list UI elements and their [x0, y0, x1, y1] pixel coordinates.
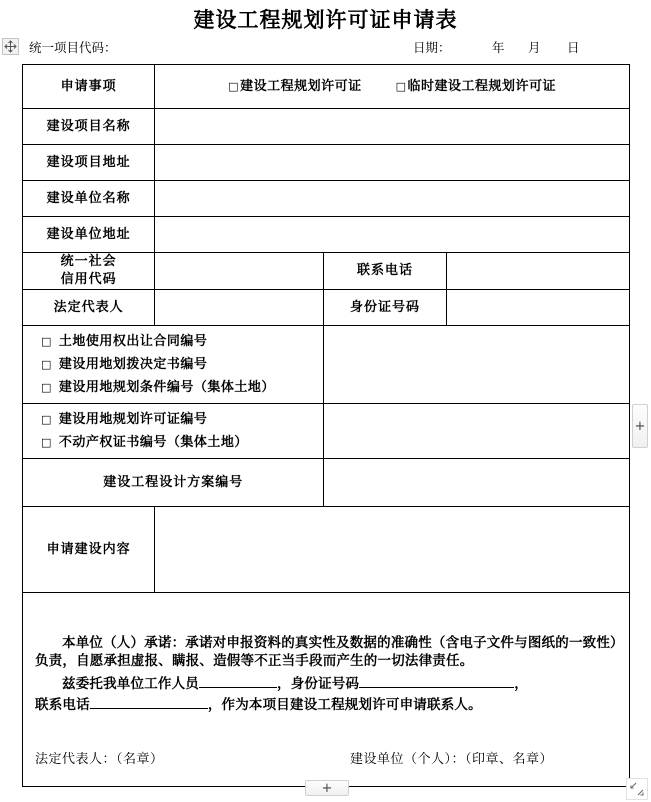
table-row-apply-item [23, 65, 630, 109]
credit-code-label-line2: 信用代码 [60, 272, 117, 287]
table-row-construction-content [23, 507, 630, 593]
land-doc-option-2-label: 建设用地划拨决定书编号 [58, 357, 208, 372]
permit-doc-option-2-label: 不动产权证书编号（集体土地） [58, 435, 248, 450]
month-label: 月 [528, 40, 541, 55]
table-row-credit-code [23, 253, 630, 290]
land-doc-option-1[interactable] [41, 330, 319, 353]
unit-name-value[interactable] [155, 181, 630, 217]
design-scheme-value[interactable] [324, 459, 630, 507]
table-row-permit-docs [23, 404, 630, 459]
permit-doc-option-2[interactable] [41, 431, 319, 454]
legal-rep-signature-label: 法定代表人：（名章） [35, 751, 164, 767]
commitment-paragraph-2 [35, 672, 617, 693]
commitment-paragraph-3 [35, 693, 617, 714]
land-docs-checklist[interactable] [23, 326, 324, 404]
apply-option-permanent-label: 建设工程规划许可证 [240, 78, 362, 94]
legal-rep-label: 法定代表人 [23, 290, 155, 326]
construction-content-label: 申请建设内容 [23, 507, 155, 593]
checkbox-icon[interactable]: □ [395, 79, 407, 93]
land-docs-value[interactable] [324, 326, 630, 404]
table-row-project-name [23, 109, 630, 145]
table-move-handle-icon[interactable] [2, 38, 19, 55]
day-label: 日 [567, 40, 580, 55]
land-doc-option-3-label: 建设用地规划条件编号（集体土地） [58, 380, 275, 395]
delegate-id-blank[interactable] [359, 672, 514, 688]
unit-name-label: 建设单位名称 [23, 181, 155, 217]
permit-docs-checklist[interactable] [23, 404, 324, 459]
credit-code-value[interactable] [155, 253, 324, 290]
project-address-label: 建设项目地址 [23, 145, 155, 181]
checkbox-icon[interactable]: □ [41, 335, 52, 348]
date-label: 日期： [413, 40, 451, 55]
delegate-text-part2: ，身份证号码 [277, 675, 360, 692]
unit-signature-label: 建设单位（个人）：（印章、名章） [350, 751, 554, 767]
delegate-text-part3: ， [514, 675, 528, 692]
credit-code-label-line1: 统一社会 [60, 254, 117, 269]
project-name-label: 建设项目名称 [23, 109, 155, 145]
year-label: 年 [492, 40, 505, 55]
apply-option-temporary[interactable] [396, 78, 556, 96]
land-doc-option-1-label: 土地使用权出让合同编号 [58, 334, 208, 349]
table-row-land-docs [23, 326, 630, 404]
checkbox-icon[interactable]: □ [41, 436, 52, 449]
apply-option-temporary-label: 临时建设工程规划许可证 [407, 78, 557, 94]
project-address-value[interactable] [155, 145, 630, 181]
commitment-paragraph-1: 本单位（人）承诺：承诺对申报资料的真实性及数据的准确性（含电子文件与图纸的一致性）负责，自愿承担虚报、瞒报、造假等不正当手段而产生的一切法律责任。 [35, 634, 617, 669]
design-scheme-label: 建设工程设计方案编号 [23, 459, 324, 507]
land-doc-option-2[interactable] [41, 353, 319, 376]
table-row-project-address [23, 145, 630, 181]
checkbox-icon[interactable]: □ [41, 413, 52, 426]
insert-row-button[interactable]: + [632, 404, 648, 448]
permit-doc-option-1[interactable] [41, 408, 319, 431]
form-header-line [22, 38, 630, 58]
credit-code-label [23, 253, 155, 290]
table-row-legal-rep [23, 290, 630, 326]
page-title: 建设工程规划许可证申请表 [193, 8, 458, 32]
table-row-design-scheme [23, 459, 630, 507]
delegate-text-part1: 兹委托我单位工作人员 [62, 675, 199, 692]
id-number-value[interactable] [446, 290, 629, 326]
checkbox-icon[interactable]: □ [41, 381, 52, 394]
table-row-unit-address [23, 217, 630, 253]
phone-label: 联系电话 [324, 253, 446, 290]
apply-option-permanent[interactable] [228, 78, 361, 96]
table-row-commitment [23, 593, 630, 787]
delegate-name-blank[interactable] [199, 672, 277, 688]
permit-doc-option-1-label: 建设用地规划许可证编号 [58, 412, 208, 427]
checkbox-icon[interactable]: □ [41, 358, 52, 371]
project-code-label: 统一项目代码： [29, 40, 117, 55]
table-resize-handle-icon[interactable] [626, 778, 648, 800]
table-row-unit-name [23, 181, 630, 217]
contact-phone-text-part1: 联系电话 [35, 696, 90, 713]
unit-address-label: 建设单位地址 [23, 217, 155, 253]
insert-column-button[interactable]: + [305, 780, 349, 796]
commitment-block [23, 593, 630, 787]
land-doc-option-3[interactable] [41, 376, 319, 399]
phone-value[interactable] [446, 253, 629, 290]
legal-rep-value[interactable] [155, 290, 324, 326]
apply-item-label: 申请事项 [23, 65, 155, 109]
apply-item-options-cell[interactable] [155, 65, 630, 109]
construction-content-value[interactable] [155, 507, 630, 593]
contact-phone-blank[interactable] [90, 693, 208, 709]
permit-docs-value[interactable] [324, 404, 630, 459]
checkbox-icon[interactable]: □ [228, 79, 240, 93]
project-name-value[interactable] [155, 109, 630, 145]
id-number-label: 身份证号码 [324, 290, 446, 326]
contact-phone-text-part2: ，作为本项目建设工程规划许可申请联系人。 [207, 696, 482, 713]
unit-address-value[interactable] [155, 217, 630, 253]
application-form-table [22, 64, 630, 787]
